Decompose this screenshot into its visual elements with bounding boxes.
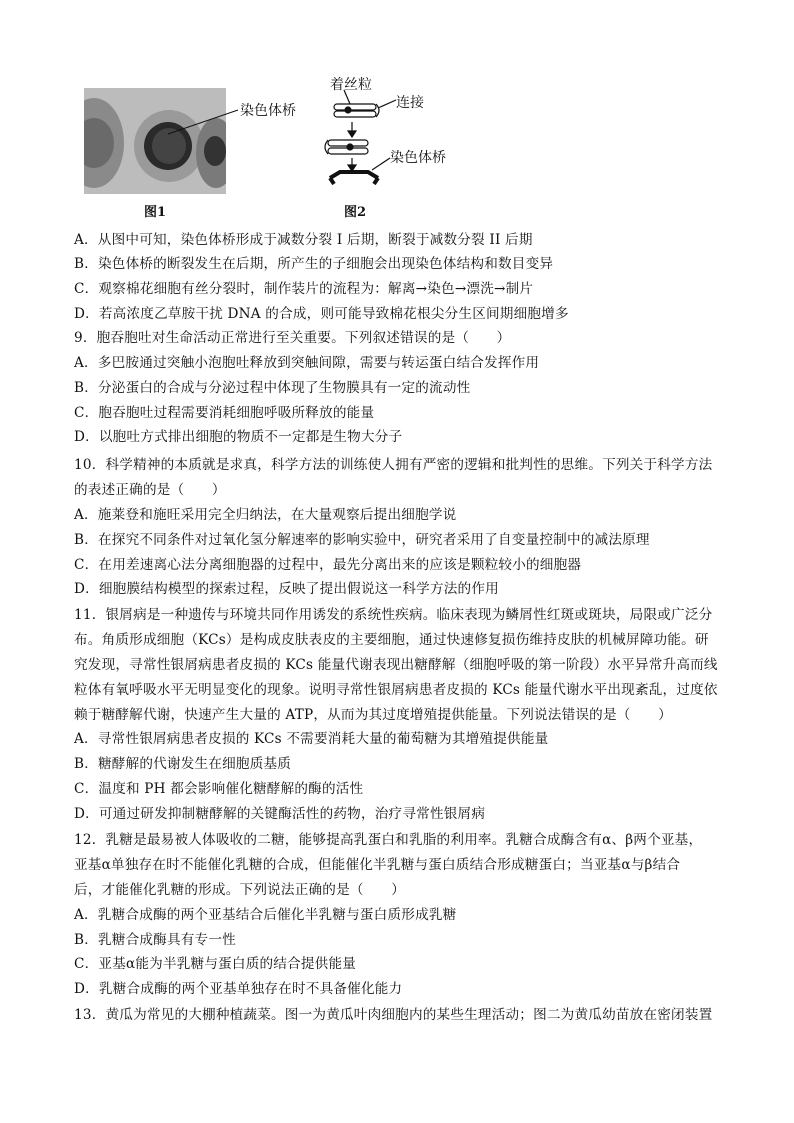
fig1-caption: 图1 bbox=[144, 205, 167, 220]
option-line: B．乳糖合成酶具有专一性 bbox=[74, 932, 236, 948]
option-line: B．染色体桥的断裂发生在后期，所产生的子细胞会出现染色体结构和数目变异 bbox=[74, 256, 554, 272]
option-line: D．以胞吐方式排出细胞的物质不一定都是生物大分子 bbox=[74, 429, 403, 445]
fig2-label-bridge: 染色体桥 bbox=[390, 150, 446, 166]
option-line: C．在用差速离心法分离细胞器的过程中，最先分离出来的应该是颗粒较小的细胞器 bbox=[74, 557, 582, 573]
question-stem: 粒体有氧呼吸水平无明显变化的现象。说明寻常性银屑病患者皮损的 KCs 能量代谢水平出现紊乱，过度依 bbox=[74, 682, 718, 698]
fig2-label-connect: 连接 bbox=[396, 95, 424, 111]
question-stem: 13．黄瓜为常见的大棚种植蔬菜。图一为黄瓜叶肉细胞内的某些生理活动；图二为黄瓜幼苗放在密闭装置 bbox=[74, 1007, 713, 1023]
fig2-caption: 图2 bbox=[344, 205, 367, 220]
fig1-label: 染色体桥 bbox=[240, 103, 296, 119]
fig2-label-centromere: 着丝粒 bbox=[330, 77, 372, 93]
option-line: D．乳糖合成酶的两个亚基单独存在时不具备催化能力 bbox=[74, 981, 403, 997]
question-stem: 11．银屑病是一种遗传与环境共同作用诱发的系统性疾病。临床表现为鳞屑性红斑或斑块，局限或广泛分 bbox=[74, 607, 713, 623]
question-stem: 10．科学精神的本质就是求真，科学方法的训练使人拥有严密的逻辑和批判性的思维。下列关于科学方法 bbox=[74, 457, 713, 473]
option-line: C．亚基α能为半乳糖与蛋白质的结合提供能量 bbox=[74, 956, 357, 972]
question-stem: 12．乳糖是最易被人体吸收的二糖，能够提高乳蛋白和乳脂的利用率。乳糖合成酶含有α、β两个亚基， bbox=[74, 832, 703, 848]
option-line: C．胞吞胞吐过程需要消耗细胞呼吸所释放的能量 bbox=[74, 405, 375, 421]
option-line: C．观察棉花细胞有丝分裂时，制作装片的流程为：解离→染色→漂洗→制片 bbox=[74, 281, 534, 297]
option-line: B．在探究不同条件对过氧化氢分解速率的影响实验中，研究者采用了自变量控制中的减法原理 bbox=[74, 532, 650, 548]
question-stem: 的表述正确的是（ ） bbox=[74, 482, 226, 498]
option-line: A．多巴胺通过突触小泡胞吐释放到突触间隙，需要与转运蛋白结合发挥作用 bbox=[74, 355, 540, 371]
fig2-diagram bbox=[325, 90, 396, 184]
question-stem: 究发现，寻常性银屑病患者皮损的 KCs 能量代谢表现出糖酵解（细胞呼吸的第一阶段）水平异常升高而线 bbox=[74, 657, 718, 673]
question-stem: 9．胞吞胞吐对生命活动正常进行至关重要。下列叙述错误的是（ ） bbox=[74, 330, 511, 346]
option-line: C．温度和 PH 都会影响催化糖酵解的酶的活性 bbox=[74, 781, 364, 797]
option-line: D．细胞膜结构模型的探索过程，反映了提出假说这一科学方法的作用 bbox=[74, 581, 499, 597]
question-stem: 赖于糖酵解代谢，快速产生大量的 ATP，从而为其过度增殖提供能量。下列说法错误的是（ ） bbox=[74, 707, 672, 723]
question-stem: 布。角质形成细胞（KCs）是构成皮肤表皮的主要细胞，通过快速修复损伤维持皮肤的机械屏障功能。研 bbox=[74, 632, 709, 648]
option-line: D．可通过研发抑制糖酵解的关键酶活性的药物，治疗寻常性银屑病 bbox=[74, 806, 486, 822]
option-line: D．若高浓度乙草胺干扰 DNA 的合成，则可能导致棉花根尖分生区间期细胞增多 bbox=[74, 306, 569, 322]
option-line: B．糖酵解的代谢发生在细胞质基质 bbox=[74, 756, 292, 772]
figure-annotations bbox=[0, 0, 794, 230]
question-stem: 后，才能催化乳糖的形成。下列说法正确的是（ ） bbox=[74, 882, 406, 898]
question-stem: 亚基α单独存在时不能催化乳糖的合成，但能催化半乳糖与蛋白质结合形成糖蛋白；当亚基α与β结合 bbox=[74, 857, 681, 873]
option-line: A．乳糖合成酶的两个亚基结合后催化半乳糖与蛋白质形成乳糖 bbox=[74, 907, 457, 923]
option-line: A．从图中可知，染色体桥形成于减数分裂 I 后期，断裂于减数分裂 II 后期 bbox=[74, 232, 533, 248]
option-line: A．寻常性银屑病患者皮损的 KCs 不需要消耗大量的葡萄糖为其增殖提供能量 bbox=[74, 731, 549, 747]
option-line: A．施莱登和施旺采用完全归纳法，在大量观察后提出细胞学说 bbox=[74, 507, 457, 523]
option-line: B．分泌蛋白的合成与分泌过程中体现了生物膜具有一定的流动性 bbox=[74, 380, 471, 396]
